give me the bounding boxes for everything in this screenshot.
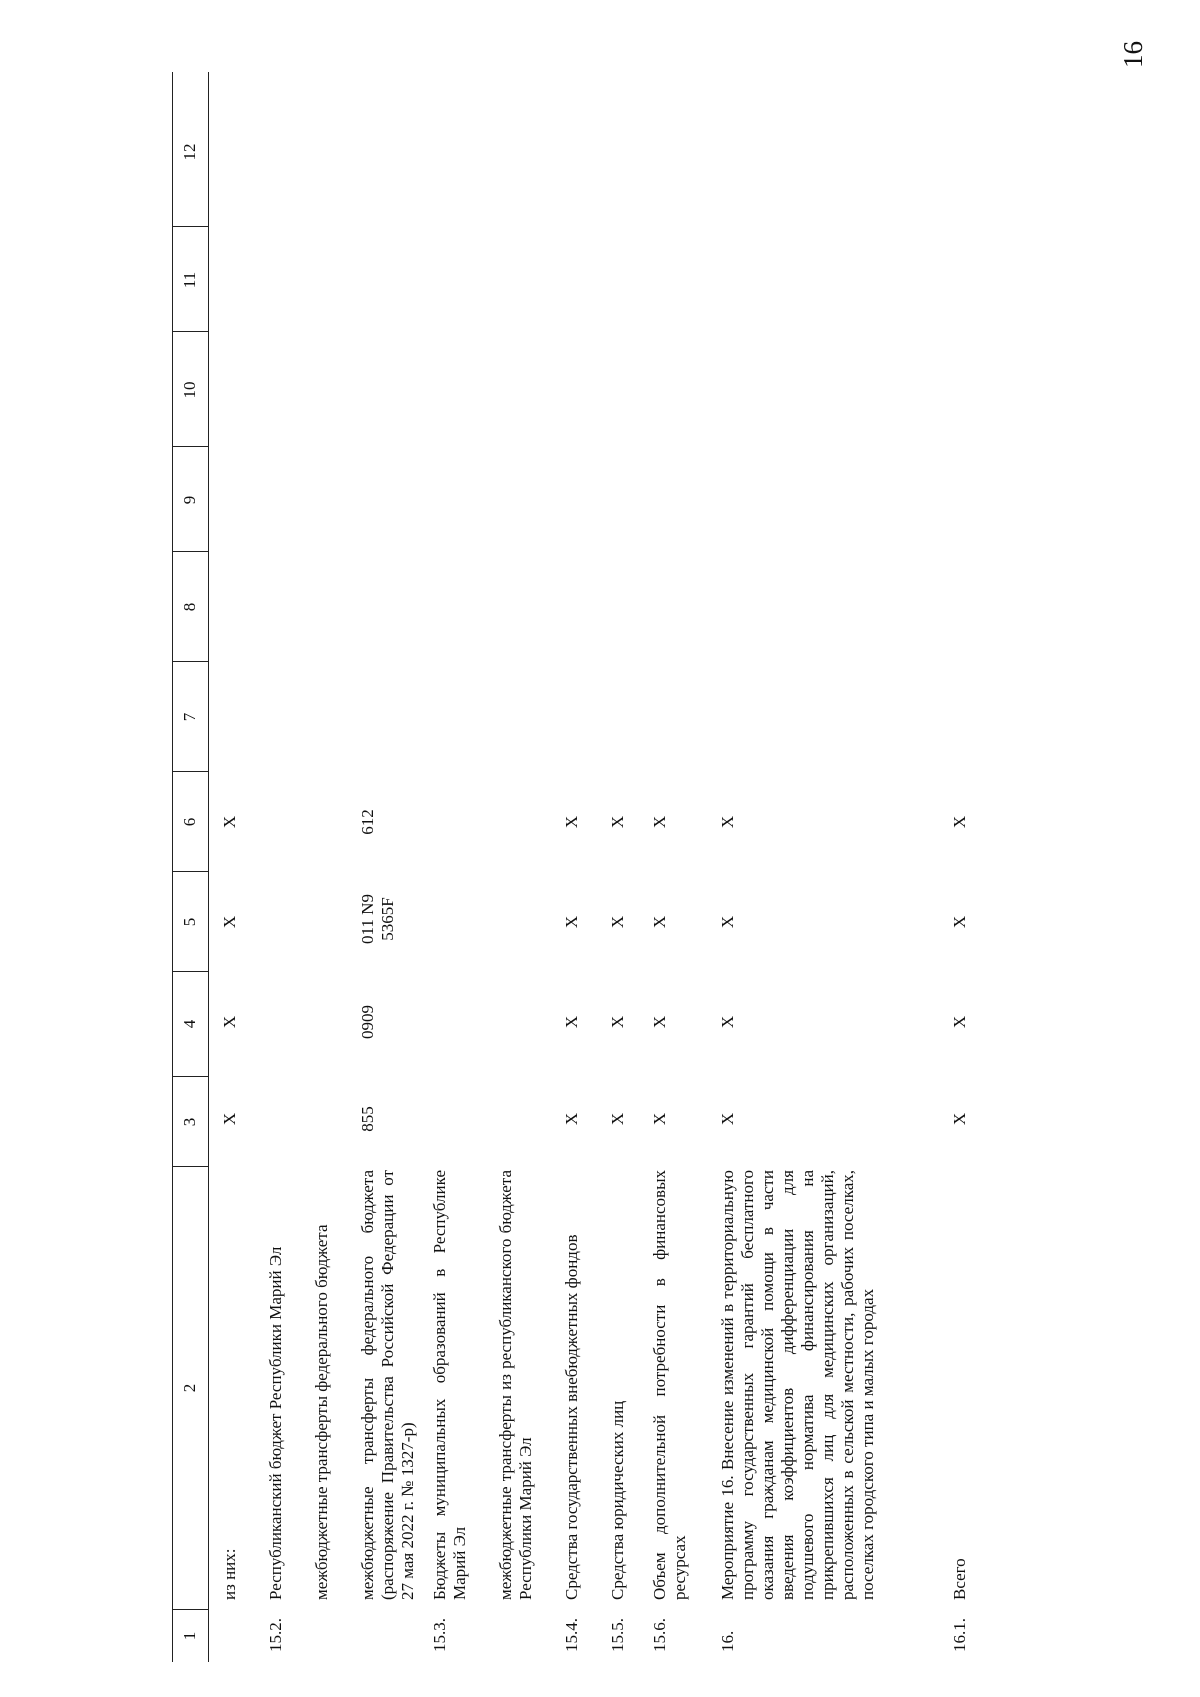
row-number: 15.6.	[650, 1618, 669, 1652]
cell-col4: X	[718, 1015, 737, 1029]
cell-col4: X	[950, 1015, 969, 1029]
row-title: Объем дополнительной потребности в финансовых ресурсах	[650, 1170, 689, 1600]
cell-col4: X	[562, 1015, 581, 1029]
row-title: Бюджеты муниципальных образований в Республике Марий Эл	[430, 1170, 469, 1600]
col-divider	[172, 551, 208, 552]
cell-col6: X	[562, 815, 581, 829]
cell-col4: X	[608, 1015, 627, 1029]
cell-col4: 0909	[358, 1005, 377, 1039]
cell-col5: X	[950, 915, 969, 929]
col-divider	[172, 1609, 208, 1610]
col-divider	[172, 871, 208, 872]
cell-col6: X	[718, 815, 737, 829]
row-number: 16.1.	[950, 1618, 969, 1652]
col-header-5: 5	[180, 917, 199, 927]
row-title: Мероприятие 16. Внесение изменений в территориальную программу государственных гарантий бесплатного оказания гражданам медицинской помощи в части введения коэффициентов дифференциации для подушевого норматива финансирования на прикрепившихся лиц для медицинских организаций, расположенных в сельской местности, рабочих поселках, поселках городского типа и малых городах	[718, 1170, 877, 1600]
col-divider	[172, 446, 208, 447]
col-header-3: 3	[180, 1117, 199, 1127]
cell-col3: X	[718, 1112, 737, 1126]
col-header-7: 7	[180, 712, 199, 722]
col-header-6: 6	[180, 817, 199, 827]
page-number: 16	[1118, 41, 1148, 68]
cell-col5: X	[220, 915, 239, 929]
cell-col6: 612	[358, 809, 377, 835]
col-header-9: 9	[180, 495, 199, 505]
col-divider	[172, 971, 208, 972]
cell-col4: X	[220, 1015, 239, 1029]
cell-col3: X	[650, 1112, 669, 1126]
col-header-4: 4	[180, 1019, 199, 1029]
row-title: Средства юридических лиц	[608, 1400, 627, 1600]
col-header-11: 11	[180, 271, 199, 289]
col-header-1: 1	[180, 1631, 199, 1641]
cell-col6: X	[950, 815, 969, 829]
cell-col3: X	[220, 1112, 239, 1126]
cell-col3: X	[950, 1112, 969, 1126]
row-number: 15.4.	[562, 1618, 581, 1652]
header-top-line	[172, 72, 173, 1662]
col-divider	[172, 1076, 208, 1077]
row-title: межбюджетные трансферты федерального бюджета	[312, 1224, 331, 1600]
cell-col5: X	[718, 915, 737, 929]
cell-col3: X	[562, 1112, 581, 1126]
row-number: 16.	[718, 1630, 737, 1652]
cell-col5: X	[608, 915, 627, 929]
col-divider	[172, 771, 208, 772]
cell-col6: X	[608, 815, 627, 829]
col-header-8: 8	[180, 602, 199, 612]
row-number: 15.5.	[608, 1618, 627, 1652]
col-header-12: 12	[180, 143, 199, 161]
cell-col6: X	[650, 815, 669, 829]
row-number: 15.3.	[430, 1618, 449, 1652]
row-title: Всего	[950, 1558, 969, 1600]
col-divider	[172, 331, 208, 332]
cell-col6: X	[220, 815, 239, 829]
cell-col5: X	[562, 915, 581, 929]
row-title: Средства государственных внебюджетных фондов	[562, 1234, 581, 1600]
col-header-2: 2	[180, 1383, 199, 1393]
cell-col3: 855	[358, 1106, 377, 1132]
col-divider	[172, 1166, 208, 1167]
col-divider	[172, 661, 208, 662]
row-number: 15.2.	[266, 1618, 285, 1652]
cell-col3: X	[608, 1112, 627, 1126]
cell-col5: 011 N9 5365F	[358, 894, 397, 944]
col-divider	[172, 226, 208, 227]
row-title: межбюджетные трансферты из республиканского бюджета Республики Марий Эл	[496, 1170, 535, 1600]
row-title: Республиканский бюджет Республики Марий Эл	[266, 1246, 285, 1600]
row-title: из них:	[220, 1548, 239, 1600]
header-bottom-line	[208, 72, 209, 1662]
cell-col5: X	[650, 915, 669, 929]
col-header-10: 10	[180, 381, 199, 399]
cell-col4: X	[650, 1015, 669, 1029]
row-title: межбюджетные трансферты федерального бюджета (распоряжение Правительства Российской Федерации от 27 мая 2022 г. № 1327-р)	[358, 1170, 417, 1600]
budget-table	[172, 62, 1172, 1662]
